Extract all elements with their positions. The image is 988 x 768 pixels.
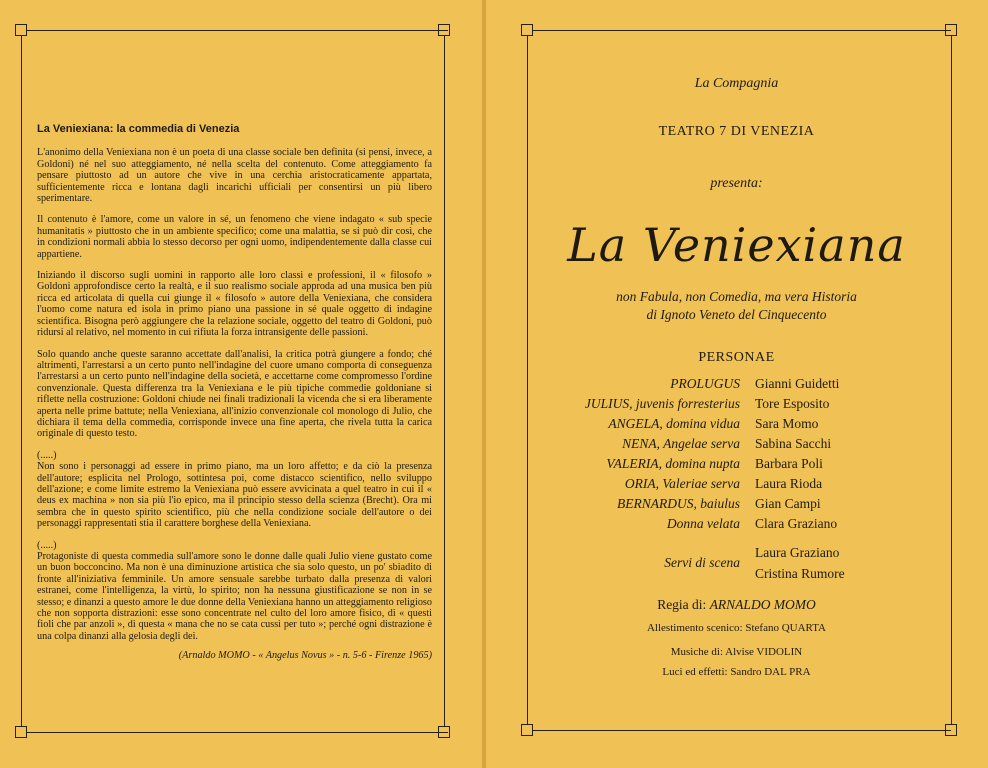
ellipsis: (.....) [37, 449, 57, 461]
subtitle-line: non Fabula, non Comedia, ma vera Historia [616, 289, 857, 304]
cast-actor: Sara Momo [755, 416, 819, 431]
cast-role: Donna velata [666, 516, 740, 531]
cast-row [485, 476, 988, 496]
cast-role: ANGELA, domina vidua [608, 416, 740, 431]
essay-paragraph: Protagoniste di questa commedia sull'amore sono le donne dalle quali Julio viene gustato come un buon bocconcino. Ma non è una diminuzione artistica che sia solo questo, un po' sbiadito di fronte all'iniziativa femminile. Un amore sensuale sarebbe turbato dalla presenza di valori estranei, come l'intelligenza, la virtù, lo spirito; non ha nessuna giustificazione se non in se stesso; e dinanzi a questo amore le due donne della Veniexiana hanno un atteggiamento religioso che non sopporta distrazioni: esse sono concentrate nel culto del loro amore fisico, di « questi fioli che par anzoli », di questa « mana che no se cata cussì per tuto »; perché ogni distrazione è una colpa dinanzi alla gelosia degli dei. [37, 551, 432, 642]
cast-actor: Gian Campi [755, 496, 821, 511]
play-subtitle [485, 288, 988, 324]
cast-role: NENA, Angelae serva [622, 436, 740, 451]
cast-actor: Laura Rioda [755, 476, 823, 491]
cast-role: PROLUGUS [670, 376, 740, 391]
servi-role: Servi di scena [664, 555, 740, 570]
corner-ornament [945, 24, 957, 36]
cast-row [485, 436, 988, 456]
citation: (Arnaldo MOMO - « Angelus Novus » - n. 5-6 - Firenze 1965) [178, 650, 432, 662]
corner-ornament [521, 724, 533, 736]
ellipsis: (.....) [37, 539, 57, 551]
cast-row [485, 416, 988, 436]
essay-paragraph: Non sono i personaggi ad essere in primo piano, ma un loro affetto; e da ciò la presenza dell'autore; esplicita nel Prologo, sottintesa poi, come distacco scientifico, nello sviluppo dell'azione; e come limite estremo la Veniexiana può essere avvicinata a quel teatro in cui il « deus ex machina » non sia più l'io epico, ma il principio stesso della scienza (Brecht). Ora mi sembra che in questo spirito scientifico, più che nella condizione sociale dell'autore o dei personaggi rappresentati stia il carattere borghese della Veniexiana. [37, 461, 432, 530]
cast-actor: Cristina Rumore [755, 566, 845, 581]
personae-heading: PERSONAE [698, 350, 775, 365]
cast-role: JULIUS, juvenis forresterius [584, 396, 740, 411]
lighting-credit: Luci ed effetti: Sandro DAL PRA [662, 666, 811, 678]
music-credit: Musiche di: Alvise VIDOLIN [670, 646, 803, 658]
essay [37, 124, 432, 662]
presents-label: presenta: [710, 176, 763, 191]
cast-actor: Sabina Sacchi [755, 436, 832, 451]
right-frame-top [533, 30, 951, 31]
cast-row [485, 396, 988, 416]
cast-actor: Tore Esposito [755, 396, 830, 411]
left-frame-left [21, 36, 22, 726]
cast-role: VALERIA, domina nupta [606, 456, 740, 471]
corner-ornament [521, 24, 533, 36]
cast-role: ORIA, Valeriae serva [624, 476, 740, 491]
corner-ornament [15, 726, 27, 738]
corner-ornament [15, 24, 27, 36]
essay-paragraph: Solo quando anche queste saranno accettate dall'analisi, la critica potrà giungere a fondo; ché altrimenti, l'arrestarsi a un certo punto nell'indagine del cuore umano comporta di conseguenza l'arrestarsi a un certo punto nell'indagine della società, e accettarne come compromesso l'ordine convenzionale. Questa differenza tra la Veniexiana e le più tipiche commedie goldoniane si riflette nella costruzione: Goldoni chiude nei finali tradizionali la vicenda che si era liberamente aperta nelle prime battute; nella Veniexiana, all'inizio convenzionale col monologo di Julio, che dichiara il tema della commedia, corrisponde invece una fine aperta, che rivela tutta la carica originale di questo testo. [37, 348, 432, 440]
subtitle-line: di Ignoto Veneto del Cinquecento [646, 307, 827, 322]
servi-actors [755, 542, 845, 584]
cast-row [485, 496, 988, 516]
director-credit [485, 597, 988, 613]
essay-paragraph: L'anonimo della Veniexiana non è un poeta di una classe sociale ben definita (si pensi, invece, a Goldoni) né nel suo atteggiamento, né nella scelta del contenuto. Come atteggiamento fa pensare piuttosto ad un autore che vive in una cerchia aristocraticamente appartata, sufficientemente ricca e lontana dagli incarichi ufficiali per consentirsi un più libero sperimentare. [37, 147, 432, 205]
cast-actor: Clara Graziano [755, 516, 838, 531]
left-frame-bottom [27, 732, 448, 733]
director-name: ARNALDO MOMO [709, 597, 816, 612]
cast-row [485, 456, 988, 476]
company-label: La Compagnia [694, 76, 779, 91]
cast-row [485, 516, 988, 536]
play-title: La Veniexiana [567, 218, 906, 272]
left-frame-top [27, 30, 448, 31]
cast-actor: Barbara Poli [755, 456, 823, 471]
cast-actor: Gianni Guidetti [755, 376, 840, 391]
director-label: Regia di: [657, 597, 707, 612]
corner-ornament [945, 724, 957, 736]
corner-ornament [438, 24, 450, 36]
set-design-credit: Allestimento scenico: Stefano QUARTA [646, 622, 826, 634]
theatre-name: TEATRO 7 DI VENEZIA [658, 124, 815, 139]
left-frame-right [444, 36, 445, 726]
right-frame-bottom [533, 730, 951, 731]
cast-actor: Laura Graziano [755, 545, 840, 560]
cast-role: BERNARDUS, baiulus [617, 496, 740, 511]
corner-ornament [438, 726, 450, 738]
essay-title: La Veniexiana: la commedia di Venezia [37, 123, 240, 135]
cast-row [485, 376, 988, 396]
essay-paragraph: Il contenuto è l'amore, come un valore in sé, un fenomeno che viene indagato « sub specie humanitatis » piuttosto che in un ambiente specifico; come una malattia, se si può dir così, che in condizioni normali abbia lo stesso decorso per ogni uomo, indipendentemente dalla classe cui appartiene. [37, 214, 432, 260]
essay-paragraph: Iniziando il discorso sugli uomini in rapporto alle loro classi e professioni, il « filosofo » Goldoni approfondisce certo la realtà, e il suo realismo sociale approda ad una musica ben più ricca ed articolata di quella cui giunge il « filosofo » autore della Veniexiana, che considera l'uomo come natura ed isola in primo piano una passione in sé quale oggetto di indagine scientifica. Bisogna però aggiungere che la relazione sociale, oggetto del teatro di Goldoni, può ridursi al relativo, nel momento in cui rifiuta la forza intransigente delle passioni. [37, 270, 432, 339]
